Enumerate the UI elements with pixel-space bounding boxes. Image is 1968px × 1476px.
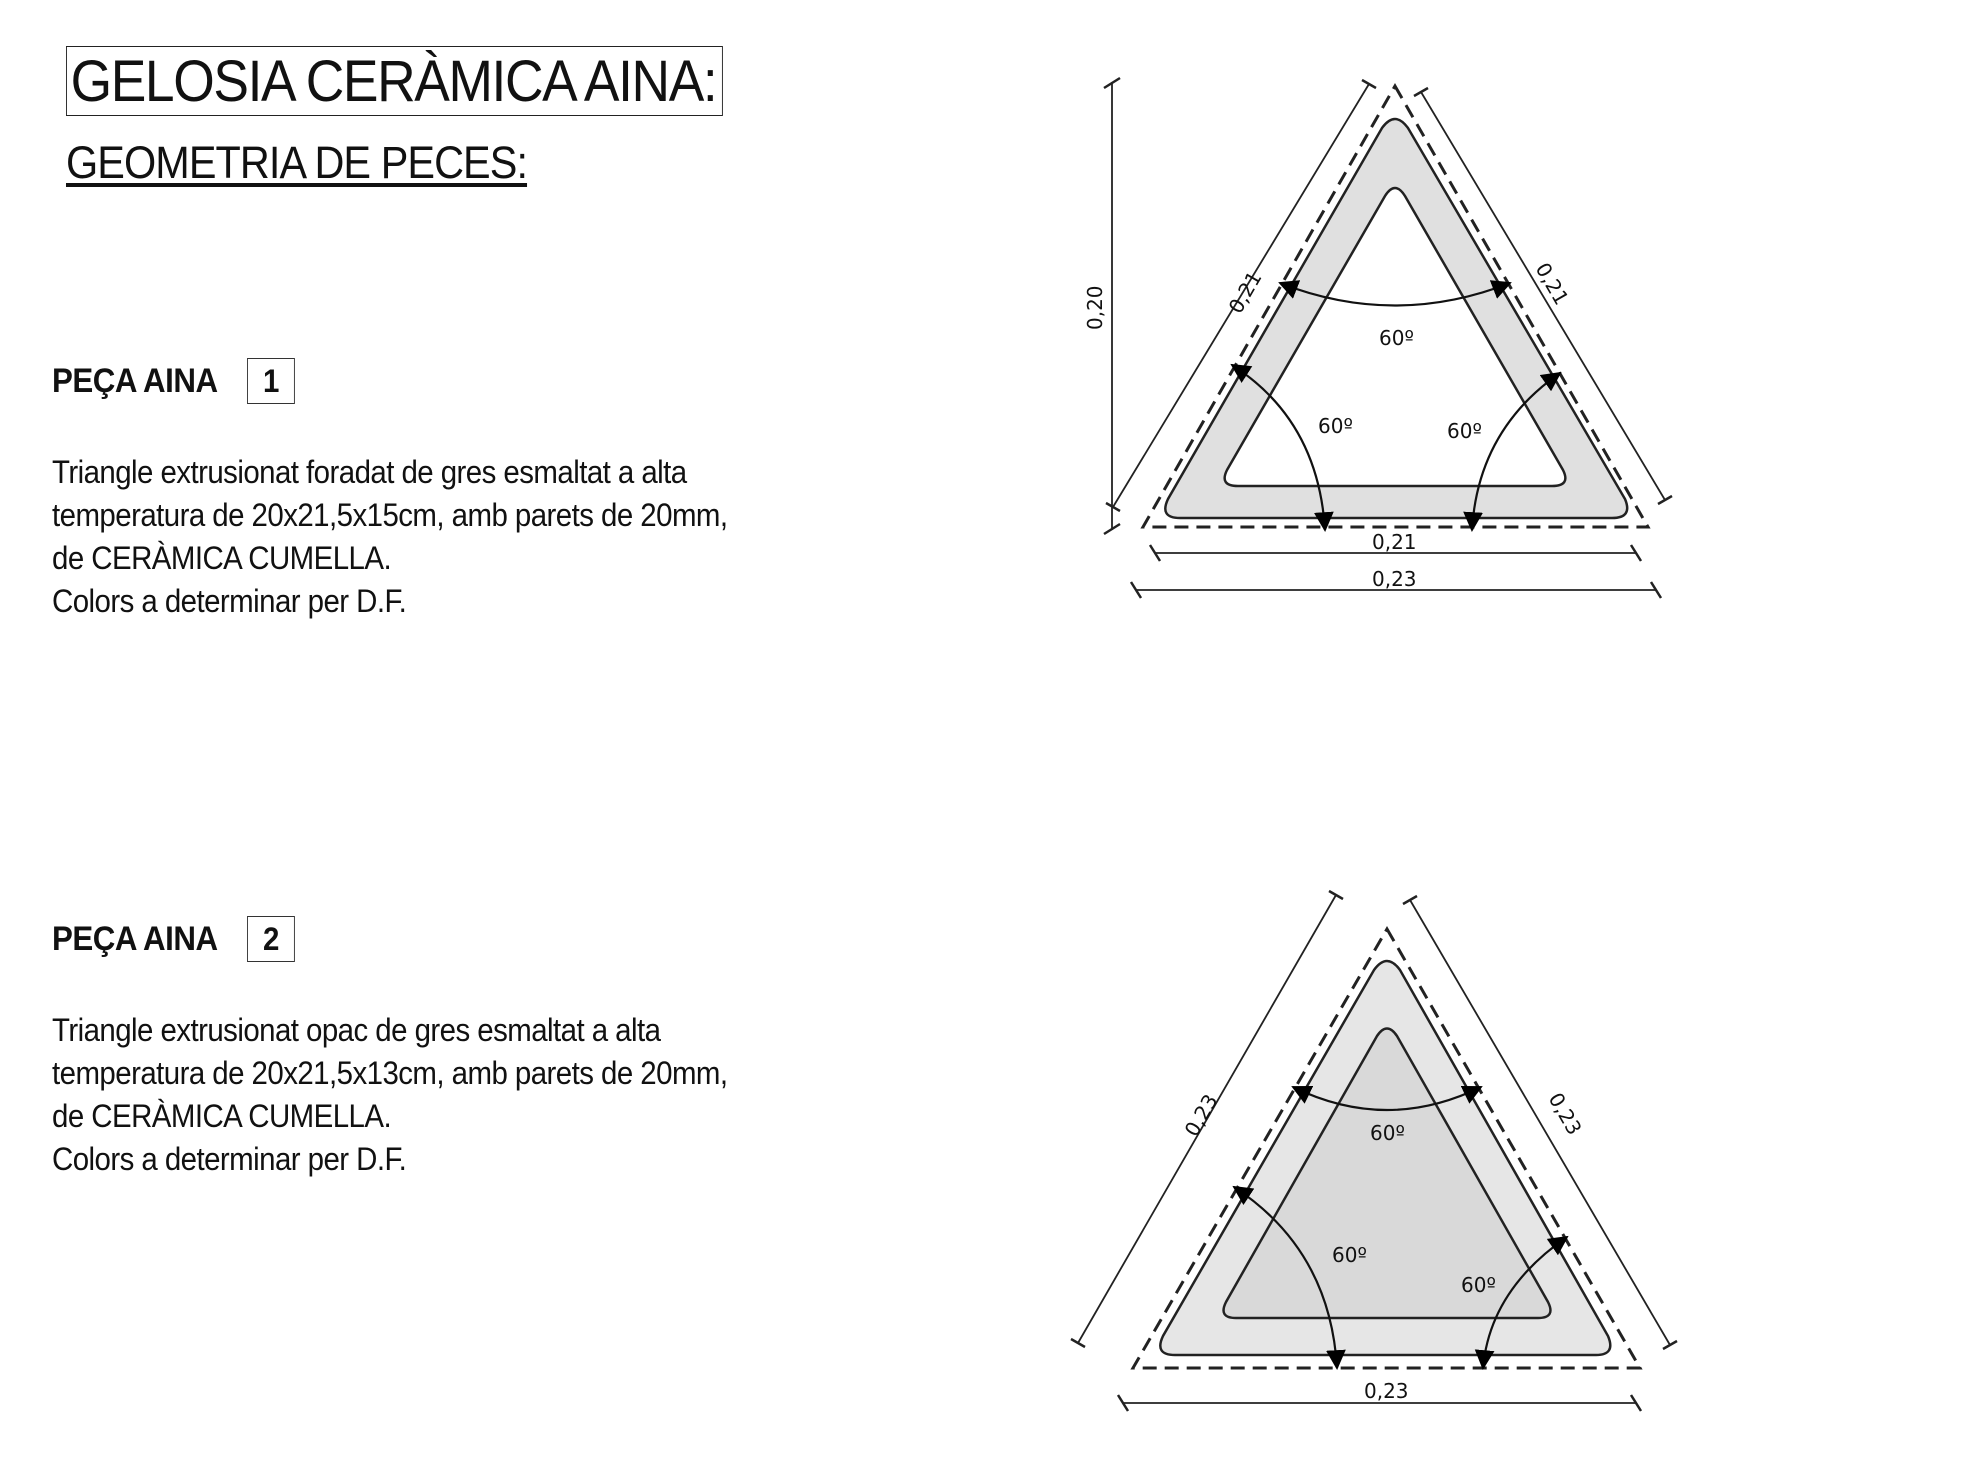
- piece-1-label: PEÇA AINA: [52, 361, 218, 400]
- piece-1-description-line: de CERÀMICA CUMELLA.: [52, 540, 392, 576]
- piece-1-height-label: 0,20: [1083, 285, 1107, 330]
- piece-2-description-line: temperatura de 20x21,5x13cm, amb parets de 20mm,: [52, 1055, 728, 1091]
- piece-1-angle-right-label: 60º: [1447, 419, 1482, 443]
- piece-1-description-line: Triangle extrusionat foradat de gres esmaltat a alta: [52, 454, 687, 490]
- piece-2-right-side-label: 0,23: [1543, 1088, 1587, 1140]
- piece-1-outer-base-label: 0,23: [1372, 567, 1417, 591]
- piece-2-angle-right-label: 60º: [1461, 1273, 1496, 1297]
- piece-1-description-line: Colors a determinar per D.F.: [52, 583, 407, 619]
- page-subtitle: GEOMETRIA DE PECES:: [66, 137, 528, 188]
- piece-2-description-line: de CERÀMICA CUMELLA.: [52, 1098, 392, 1134]
- piece-1-right-side-label: 0,21: [1530, 258, 1574, 310]
- piece-1-description-line: temperatura de 20x21,5x15cm, amb parets de 20mm,: [52, 497, 728, 533]
- piece-2-angle-left-label: 60º: [1332, 1243, 1367, 1267]
- piece-2-description-line: Triangle extrusionat opac de gres esmaltat a alta: [52, 1012, 661, 1048]
- piece-2-label: PEÇA AINA: [52, 919, 218, 958]
- piece-2-number: 2: [247, 916, 295, 962]
- page-title: GELOSIA CERÀMICA AINA:: [66, 46, 723, 116]
- piece-2-angle-top-label: 60º: [1370, 1121, 1405, 1145]
- piece-1-angle-top-label: 60º: [1379, 326, 1414, 350]
- piece-1-number: 1: [247, 358, 295, 404]
- piece-2-description-line: Colors a determinar per D.F.: [52, 1141, 407, 1177]
- piece-1-angle-left-label: 60º: [1318, 414, 1353, 438]
- piece-2-base-label: 0,23: [1364, 1379, 1409, 1403]
- piece-1-left-side-label: 0,21: [1223, 266, 1267, 318]
- piece-2-left-side-label: 0,23: [1179, 1089, 1223, 1141]
- piece-1-inner-base-label: 0,21: [1372, 530, 1417, 554]
